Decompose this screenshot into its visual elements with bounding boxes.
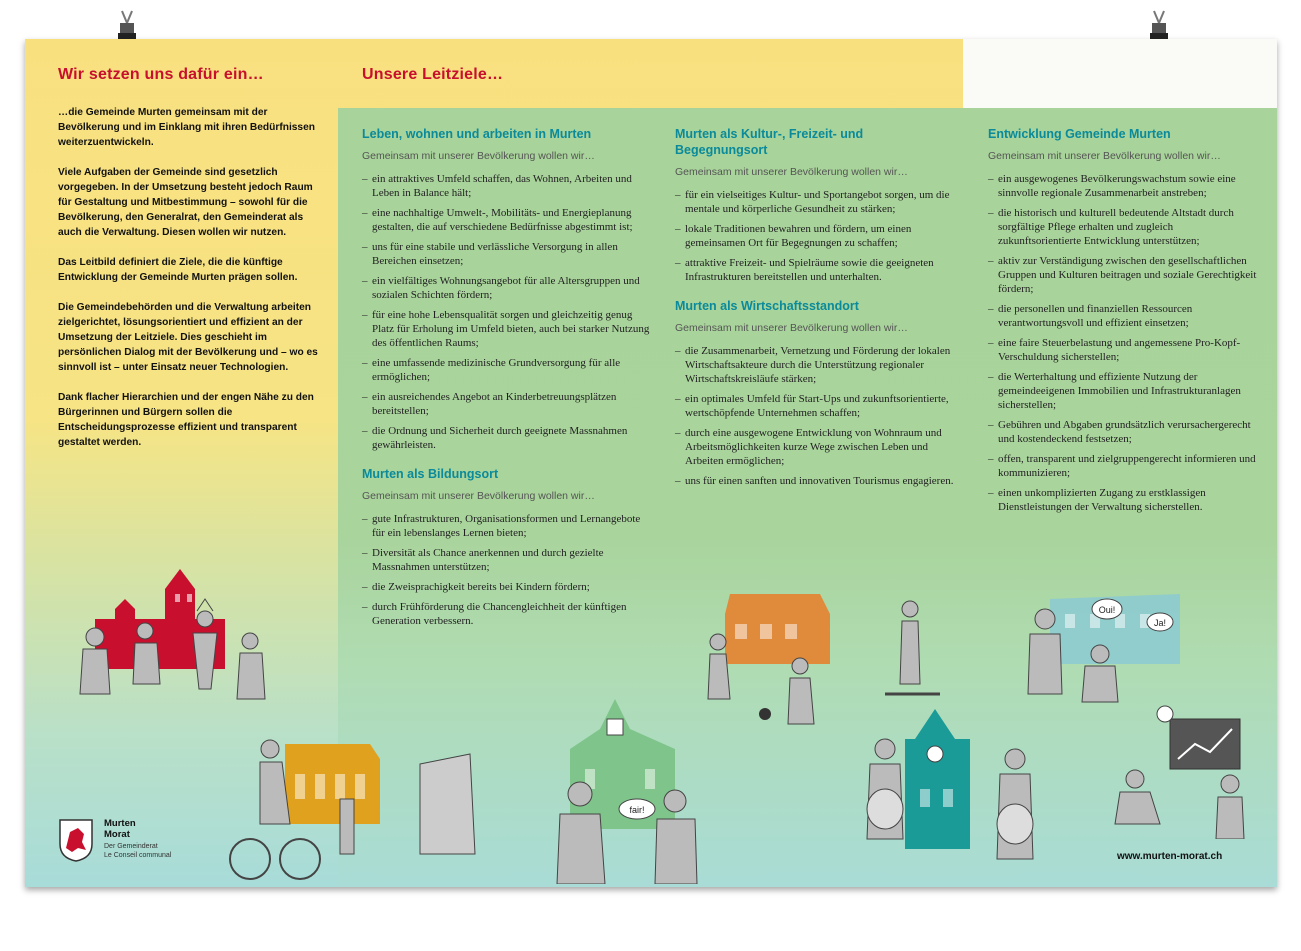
mobility-illustration [220, 724, 480, 884]
goal-item: – ein vielfältiges Wohnungsangebot für alle Altersgruppen und sozialen Schichten fördern; [362, 274, 652, 302]
goal-item: – durch eine ausgewogene Entwicklung von Wohnraum und Arbeitsmöglichkeiten kurze Wege zwischen Leben und Arbeiten ermöglichen; [675, 426, 955, 468]
goal-item: – ein ausgewogenes Bevölkerungswachstum sowie eine sinnvolle regionale Zusammenarbeit anstreben; [988, 172, 1258, 200]
goal-item: – Diversität als Chance anerkennen und durch gezielte Massnahmen unterstützen; [362, 546, 652, 574]
community-illustration [1010, 584, 1190, 704]
goal-item: – eine nachhaltige Umwelt-, Mobilitäts- und Energieplanung gestalten, die auf verschiedene Bedürfnisse abgestimmt ist; [362, 206, 652, 234]
section-title: Murten als Wirtschaftsstandort [675, 299, 859, 313]
goal-item: – attraktive Freizeit- und Spielräume sowie die geeigneten Infrastrukturen bereitstellen und unterhalten. [675, 256, 955, 284]
goal-item: – einen unkomplizierten Zugang zu erstklassigen Dienstleistungen der Verwaltung sicherstellen. [988, 486, 1258, 514]
goal-item: – lokale Traditionen bewahren und fördern, um einen gemeinsamen Ort für Begegnungen zu schaffen; [675, 222, 955, 250]
goal-list [362, 512, 652, 628]
logo-name-fr: Morat [104, 829, 130, 840]
section-title: Murten als Kultur-, Freizeit- und Begegnungsort [675, 127, 864, 157]
goal-item: – die historisch und kulturell bedeutende Altstadt durch sorgfältige Pflege erhalten und zugleich zukunftsorientierte Entwicklung unterstützen; [988, 206, 1258, 248]
oui-bubble-text: Oui! [1098, 605, 1116, 615]
goal-item: – eine umfassende medizinische Grundversorgung für alle ermöglichen; [362, 356, 652, 384]
column-1 [362, 126, 652, 642]
logo-council-de: Der Gemeinderat [104, 843, 158, 850]
section-title: Murten als Bildungsort [362, 467, 499, 481]
goal-item: – durch Frühförderung die Chancengleichheit der künftigen Generation verbessern. [362, 600, 652, 628]
goal-item: – die personellen und finanziellen Ressourcen verantwortungsvoll und effizient einsetzen; [988, 302, 1258, 330]
section-lead: Gemeinsam mit unserer Bevölkerung wollen wir… [362, 490, 595, 502]
logo-name-de: Murten [104, 818, 136, 829]
section-title: Leben, wohnen und arbeiten in Murten [362, 127, 592, 141]
intro-paragraph: …die Gemeinde Murten gemeinsam mit der Bevölkerung und im Einklang mit ihren Bedürfnissen weiterzuentwickeln. [58, 107, 315, 148]
goal-item: – offen, transparent und zielgruppengerecht informieren und kommunizieren; [988, 452, 1258, 480]
section-lead: Gemeinsam mit unserer Bevölkerung wollen wir… [362, 150, 595, 162]
intro-paragraph: Das Leitbild definiert die Ziele, die die künftige Entwicklung der Gemeinde Murten prägen sollen. [58, 257, 298, 283]
goal-item: – gute Infrastrukturen, Organisationsformen und Lernangebote für ein lebenslanges Lernen bieten; [362, 512, 652, 540]
fair-bubble-text: fair! [629, 805, 645, 815]
column-3 [988, 126, 1258, 528]
goal-item: – für ein vielseitiges Kultur- und Sportangebot sorgen, um die mentale und körperliche Gesundheit zu stärken; [675, 188, 955, 216]
castle-illustration [65, 559, 275, 709]
column-2 [675, 126, 955, 502]
municipality-logo [58, 818, 198, 866]
intro-paragraph: Viele Aufgaben der Gemeinde sind gesetzlich vorgegeben. In der Umsetzung besteht jedoch Raum für Gestaltung und Mitbestimmung – sowohl für die Bevölkerung, den Generalrat, den Gemeinderat als auch die Verwaltung. Diesen wollen wir nutzen. [58, 167, 313, 238]
section-lead: Gemeinsam mit unserer Bevölkerung wollen wir… [675, 166, 908, 178]
intro-paragraph: Die Gemeindebehörden und die Verwaltung arbeiten zielgerichtet, lösungsorientiert und effizient an der Umsetzung der Leitziele. Dies geschieht im persönlichen Dialog mit der Bevölkerung und – wo es sinnvoll ist – unter Einsatz neuer Technologien. [58, 302, 318, 373]
ja-bubble-text: Ja! [1153, 618, 1167, 628]
goal-list [362, 172, 652, 452]
website-link[interactable]: www.murten-morat.ch [1117, 851, 1223, 862]
goal-item: – Gebühren und Abgaben grundsätzlich verursachergerecht und kostendeckend festsetzen; [988, 418, 1258, 446]
goal-item: – ein optimales Umfeld für Start-Ups und zukunftsorientierte, wertschöpfende Unternehmen schaffen; [675, 392, 955, 420]
goal-item: – ein attraktives Umfeld schaffen, das Wohnen, Arbeiten und Leben in Balance hält; [362, 172, 652, 200]
intro-paragraph: Dank flacher Hierarchien und der engen Nähe zu den Bürgerinnen und Bürgern sollen die Entscheidungsprozesse effizient und transparent gestaltet werden. [58, 392, 314, 448]
goal-item: – ein ausreichendes Angebot an Kinderbetreuungsplätzen bereitstellen; [362, 390, 652, 418]
goal-item: – uns für eine stabile und verlässliche Versorgung in allen Bereichen einsetzen; [362, 240, 652, 268]
goal-item: – die Ordnung und Sicherheit durch geeignete Massnahmen gewährleisten. [362, 424, 652, 452]
goal-list [675, 344, 955, 488]
goal-item: – aktiv zur Verständigung zwischen den gesellschaftlichen Gruppen und Kulturen beitragen und soziale Gerechtigkeit fördern; [988, 254, 1258, 296]
section-title: Entwicklung Gemeinde Murten [988, 127, 1171, 141]
coat-of-arms-icon [58, 818, 94, 862]
goal-item: – uns für einen sanften und innovativen Tourismus engagieren. [675, 474, 955, 488]
goal-item: – für eine hohe Lebensqualität sorgen und gleichzeitig genug Platz für Erholung im Umfeld bieten, auch bei starker Nutzung des öffentlichen Raums; [362, 308, 652, 350]
goal-item: – eine faire Steuerbelastung und angemessene Pro-Kopf-Verschuldung sicherstellen; [988, 336, 1258, 364]
goal-item: – die Zusammenarbeit, Vernetzung und Förderung der lokalen Wirtschaftsakteure durch die Unterstützung regionaler Wirtschaftskreisläufe stärken; [675, 344, 955, 386]
logo-council-fr: Le Conseil communal [104, 852, 172, 859]
innovation-illustration [1110, 704, 1270, 839]
goal-item: – die Zweisprachigkeit bereits bei Kindern fördern; [362, 580, 652, 594]
section-lead: Gemeinsam mit unserer Bevölkerung wollen wir… [675, 322, 908, 334]
poster [25, 39, 1277, 887]
white-corner [963, 39, 1277, 108]
main-heading: Unsere Leitziele… [362, 66, 504, 83]
section-lead: Gemeinsam mit unserer Bevölkerung wollen wir… [988, 150, 1221, 162]
goal-item: – die Werterhaltung und effiziente Nutzung der gemeindeeigenen Immobilien und Infrastrukturanlagen sicherstellen; [988, 370, 1258, 412]
left-heading: Wir setzen uns dafür ein… [58, 66, 264, 83]
goal-list [988, 172, 1258, 514]
goal-list [675, 188, 955, 284]
intro-text [58, 105, 318, 465]
tradition-illustration [855, 699, 1055, 884]
